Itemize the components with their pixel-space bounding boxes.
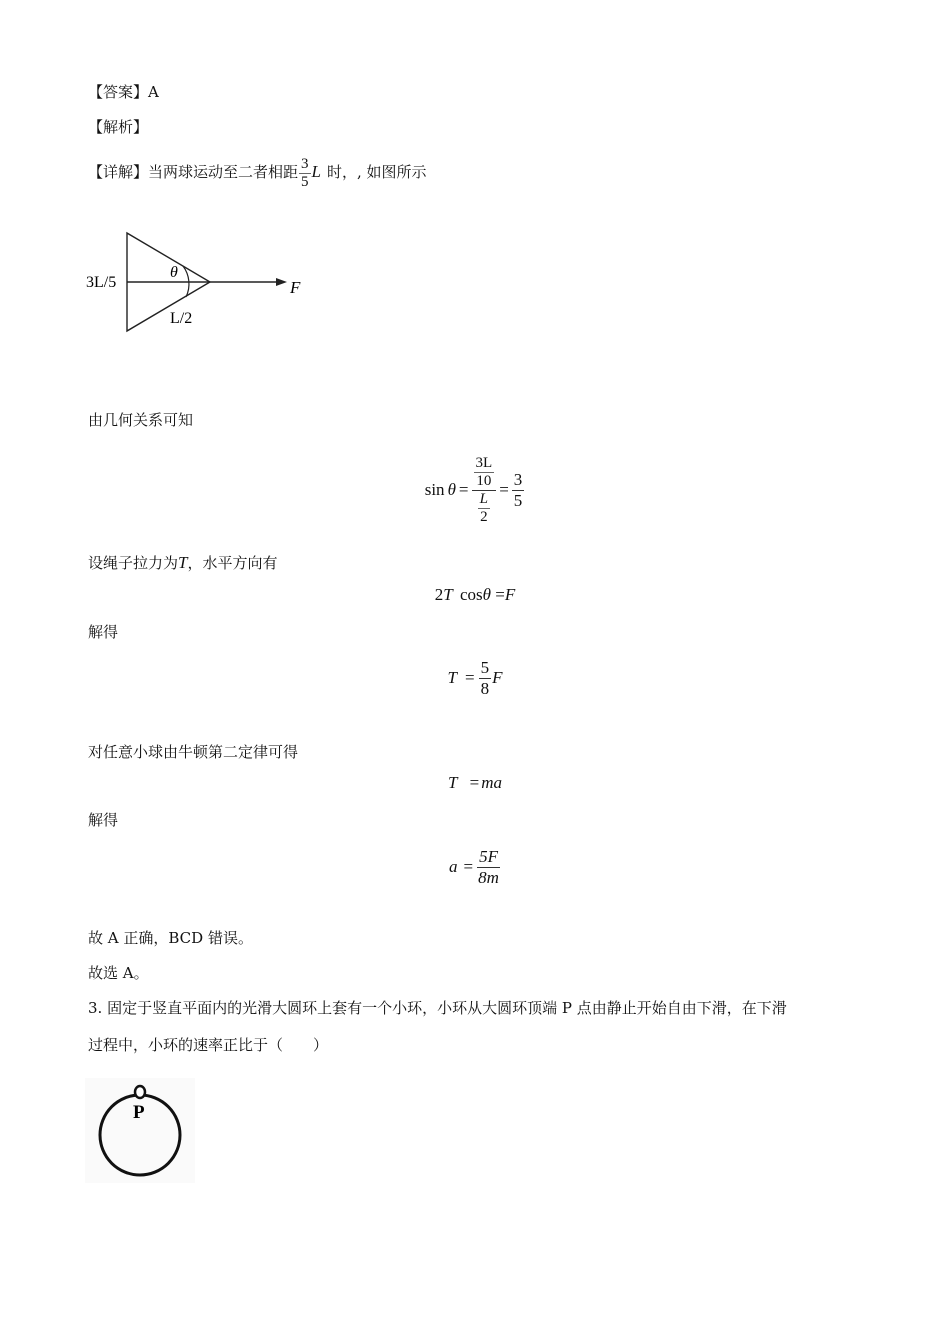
eq1-lower [472,491,497,526]
eq2-coef: 2 [434,585,444,604]
eq5-fraction [477,847,500,888]
eq2-equals: = [495,585,505,604]
question-line-2: 过程中，小环的速率正比于（ ） [88,1036,329,1054]
eq3-fraction [479,658,492,699]
eq1-result-num: 3 [513,469,523,489]
detail-frac-var: L [311,162,321,181]
equation-tension [0,655,950,701]
eq3-T: T [447,668,457,687]
newton-text: 对任意小球由牛顿第二定律可得 [88,743,299,761]
eq1-upper-num: 3L [475,454,493,471]
geometry-text: 由几何关系可知 [88,411,194,429]
conclusion-1: 故 A 正确，BCD 错误。 [88,929,253,947]
tension-text: 设绳子拉力为 [88,554,179,572]
eq1-lower-den: 2 [480,508,488,525]
solve-text-1: 解得 [88,623,119,641]
small-ring [135,1086,145,1098]
equation-newton [0,773,950,793]
analysis-heading [88,117,148,137]
eq1-theta: θ [447,480,456,499]
detail-label: 【详解】 [88,163,149,181]
analysis-label: 【解析】 [88,118,149,136]
detail-fraction [299,156,311,191]
ring-point-label: P [133,1102,145,1123]
question-text-1: 固定于竖直平面内的光滑大圆环上套有一个小环，小环从大圆环顶端 P 点由静止开始自由下滑，在下滑 [102,999,787,1017]
equation-acceleration [0,844,950,890]
eq5-den: 8m [478,867,499,887]
eq5-num: 5F [479,846,498,866]
equation-sin-theta [0,440,950,540]
solve-text-2: 解得 [88,811,119,829]
eq1-upper-frac [474,455,495,490]
eq2-cos: cos [459,585,483,604]
eq4-T: T [447,773,458,792]
eq1-lower-num: L [479,490,489,507]
tension-var: T [178,553,188,572]
eq1-upper-den: 10 [476,472,492,489]
eq1-result [512,470,525,511]
eq1-compound-fraction [472,455,497,526]
force-label: F [290,278,301,297]
tension-text-2: ，水平方向有 [187,554,278,572]
answer-line [88,82,159,102]
bottom-side-label: L/2 [170,310,193,327]
eq4-rhs: ma [481,773,503,792]
eq1-equals-2: = [499,480,509,499]
question-line-1 [88,998,787,1018]
angle-label: θ [170,264,178,281]
eq1-result-den: 5 [513,490,523,510]
detail-text-after: 时，, 如图所示 [327,163,427,181]
force-arrowhead [276,278,287,286]
detail-line [88,152,427,192]
eq1-upper [472,455,497,491]
conclusion-2: 故选 A。 [88,964,149,982]
eq1-equals: = [458,480,469,499]
eq2-F: F [504,585,516,604]
detail-frac-den: 5 [301,173,309,190]
tension-line [88,553,278,573]
eq3-F: F [492,668,503,687]
eq3-den: 8 [480,678,490,698]
eq5-a: a [449,857,458,876]
eq3-num: 5 [480,657,490,677]
eq5-equals: = [463,857,474,876]
detail-frac-num: 3 [301,155,309,172]
force-diagram [80,225,320,340]
eq2-T: T [443,585,453,604]
equation-horizontal [0,585,950,605]
eq1-sin: sin [424,480,445,499]
eq1-lower-frac [478,491,490,526]
detail-text-before: 当两球运动至二者相距 [148,163,299,181]
eq3-equals: = [464,668,475,687]
left-side-label: 3L/5 [86,274,117,291]
answer-label: 【答案】 [88,83,149,101]
eq4-equals: = [469,773,480,792]
ring-figure [85,1078,195,1183]
eq2-theta: θ [482,585,491,604]
answer-value: A [148,83,159,101]
question-number: 3. [88,999,103,1017]
